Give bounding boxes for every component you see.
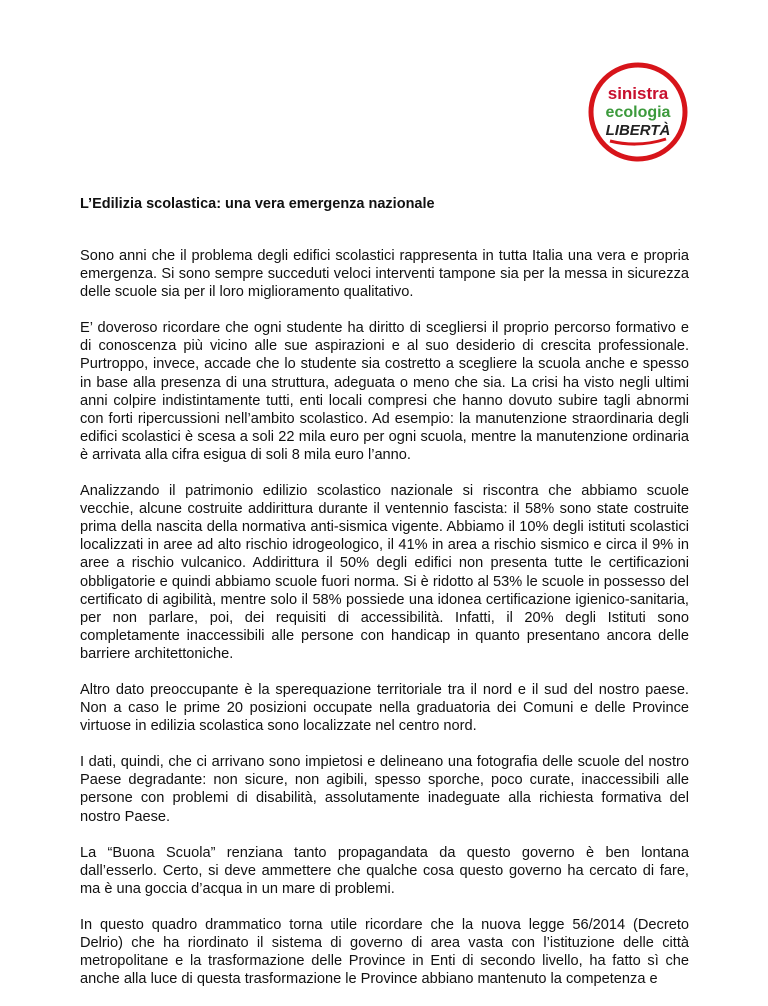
paragraph-4: Altro dato preoccupante è la sperequazione territoriale tra il nord e il sud del nostro paese. Non a caso le prime 20 posizioni occupate nella graduatoria dei Comuni e delle Province virtuose in edilizia scolastica sono localizzate nel centro nord. <box>80 681 689 735</box>
logo-line2: ecologia <box>605 104 671 121</box>
paragraph-7: In questo quadro drammatico torna utile ricordare che la nuova legge 56/2014 (Decreto Delrio) che ha riordinato il sistema di governo di area vasta con l’istituzione delle città metropolitane e la trasformazione delle Province in Enti di secondo livello, ha fatto sì che anche alla luce di questa trasformazione le Province abbiano mantenuto la competenza e <box>80 916 689 988</box>
paragraph-3: Analizzando il patrimonio edilizio scolastico nazionale si riscontra che abbiamo scuole vecchie, alcune costruite addirittura durante il ventennio fascista: il 58% sono state costruite prima della nascita della normativa anti-sismica vigente. Abbiamo il 10% degli istituti scolastici localizzati in aree ad alto rischio idrogeologico, il 41% in area a rischio sismico e circa il 9% in aree a rischio vulcanico. Addirittura il 50% degli edifici non presenta tutte le certificazioni obbligatorie e quindi abbiamo scuole fuori norma. Si è ridotto al 53% le scuole in possesso del certificato di agibilità, mentre solo il 58% possiede una idonea certificazione igienico-sanitaria, per non parlare, poi, dei requisiti di accessibilità. Infatti, il 20% degli Istituti sono completamente inaccessibili alle persone con handicap in quanto presentano ancora delle barriere architettoniche. <box>80 483 689 662</box>
paragraph-1: Sono anni che il problema degli edifici scolastici rappresenta in tutta Italia una vera e propria emergenza. Si sono sempre succeduti veloci interventi tampone sia per la messa in sicurezza delle scuole sia per il loro miglioramento qualitativo. <box>80 248 689 301</box>
party-logo <box>588 62 688 162</box>
logo-line1: sinistra <box>607 84 669 103</box>
document-body <box>80 247 689 1006</box>
logo-line3: LIBERTÀ <box>605 122 671 139</box>
paragraph-5: I dati, quindi, che ci arrivano sono impietosi e delineano una fotografia delle scuole del nostro Paese degradante: non sicure, non agibili, spesso sporche, poco curate, inaccessibili alle persone con problemi di disabilità, assolutamente inadeguate alla richiesta formativa del nostro Paese. <box>80 754 689 825</box>
paragraph-2: E’ doveroso ricordare che ogni studente ha diritto di scegliersi il proprio percorso formativo e di conoscenza più vicino alle sue aspirazioni e al suo desiderio di crescita professionale. Purtroppo, invece, accade che lo studente sia costretto a scegliere la scuola anche e spesso in base alla presenza di una struttura, adeguata o meno che sia. La crisi ha visto negli ultimi anni colpire indistintamente tutti, enti locali compresi che hanno dovuto subire tagli abnormi con forti ripercussioni nell’ambito scolastico. Ad esempio: la manutenzione straordinaria degli edifici scolastici è scesa a soli 22 mila euro per ogni scuola, mentre la manutenzione ordinaria è arrivata alla cifra esigua di soli 8 mila euro l’anno. <box>80 320 689 463</box>
party-logo-graphic <box>588 62 688 162</box>
document-title: L’Edilizia scolastica: una vera emergenza nazionale <box>80 196 435 212</box>
paragraph-6: La “Buona Scuola” renziana tanto propagandata da questo governo è ben lontana dall’esserlo. Certo, si deve ammettere che qualche cosa questo governo ha cercato di fare, ma è una goccia d’acqua in un mare di problemi. <box>80 844 689 897</box>
